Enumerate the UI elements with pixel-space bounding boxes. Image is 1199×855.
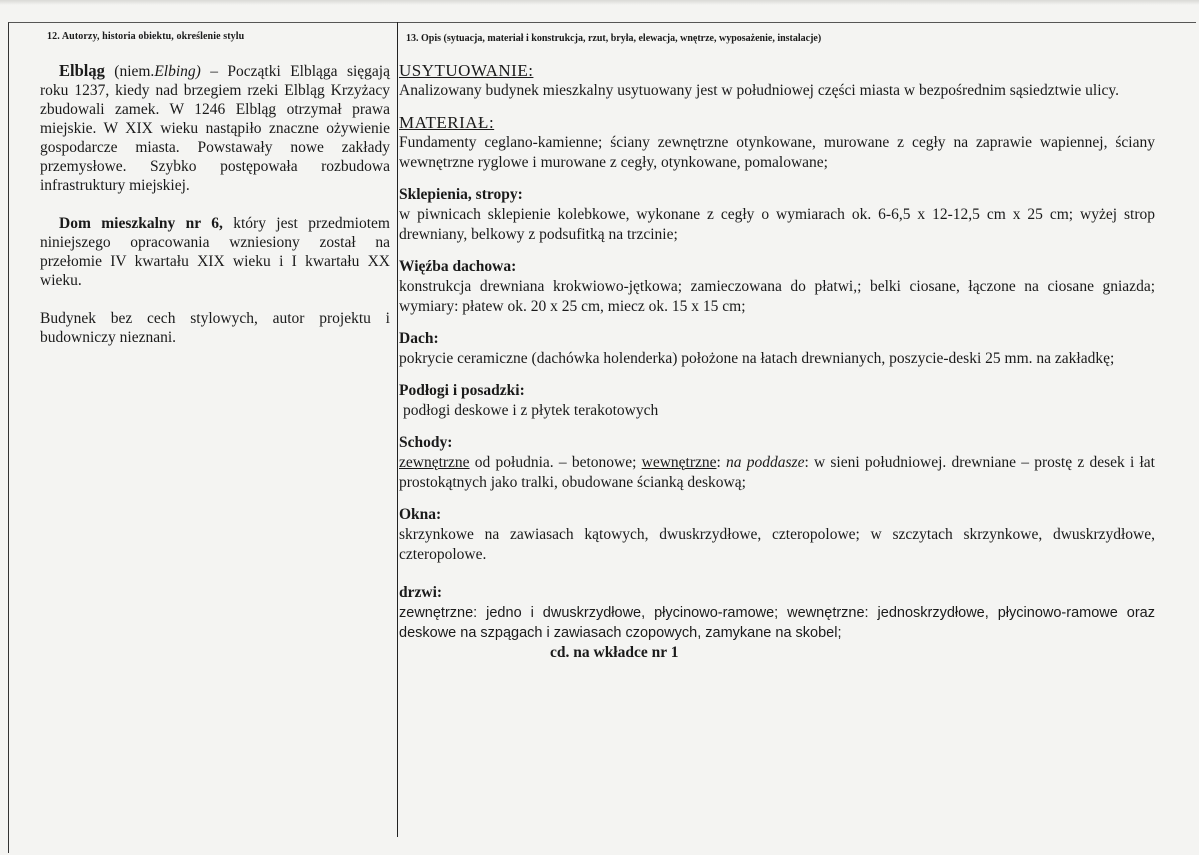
section-schody [399, 433, 1155, 493]
elblag-german-name: Elbing) [154, 63, 201, 80]
schody-poddasze: na poddasze [726, 454, 805, 471]
podlogi-title: Podłogi i posadzki: [399, 382, 525, 399]
drzwi-title: drzwi: [399, 584, 443, 601]
schody-rest: : w sieni południowej. drewniane – prostę z desek i łat prostokątnych jako tralki, obudowane ścianką deskową; [399, 454, 1155, 491]
section-wiezba [399, 257, 1155, 317]
house-number-label: Dom mieszkalny nr 6, [59, 215, 223, 232]
dach-body: pokrycie ceramiczne (dachówka holenderka) położone na łatach drewnianych, poszycie-deski 25 mm. na zakładkę; [399, 350, 1115, 367]
history-paragraph-style: Budynek bez cech stylowych, autor projektu i budowniczy nieznani. [40, 310, 390, 346]
wiezba-title: Więźba dachowa: [399, 258, 517, 275]
section-sklepienia [399, 185, 1155, 245]
section-dach [399, 329, 1155, 369]
section-drzwi [399, 583, 1155, 663]
okna-body: skrzynkowe na zawiasach kątowych, dwuskrzydłowe, czteropolowe; w szczytach skrzynkowe, dwuskrzydłowe, czteropolowe. [399, 526, 1155, 563]
sklepienia-title: Sklepienia, stropy: [399, 186, 523, 203]
elblag-name: Elbląg [59, 61, 105, 80]
material-title: MATERIAŁ: [399, 113, 495, 132]
elblag-history-text: – Początki Elbląga sięgają roku 1237, kiedy nad brzegiem rzeki Elbląg Krzyżacy zbudowali zamek. W 1246 Elbląg otrzymał prawa miejskie. W XIX wieku nastąpiło znaczne ożywienie gospodarcze miasta. Powstawały nowe zakłady przemysłowe. Szybko postępowała rozbudowa infrastruktury miejskiej. [40, 63, 390, 194]
description-column [399, 61, 1155, 675]
history-paragraph-elblag [40, 61, 390, 195]
elblag-paren: (niem. [104, 63, 155, 80]
schody-colon: : [716, 454, 727, 471]
continued-note: cd. na wkładce nr 1 [550, 644, 679, 661]
schody-body [399, 453, 1155, 493]
schody-title: Schody: [399, 434, 453, 451]
drzwi-body: zewnętrzne: jedno i dwuskrzydłowe, płycinowo-ramowe; wewnętrzne: jednoskrzydłowe, płycinowo-ramowe oraz deskowe na szpągach i zawiasach czopowych, zamykane na skobel; [399, 605, 1155, 641]
section-usytuowanie [399, 61, 1155, 101]
sklepienia-body: w piwnicach sklepienie kolebkowe, wykonane z cegły o wymiarach ok. 6-6,5 x 12-12,5 cm x 25 cm; wyżej strop drewniany, belkowy z podsufitką na trzcinie; [399, 206, 1155, 243]
section-okna [399, 505, 1155, 565]
schody-zewnetrzne-text: od południa. – betonowe; [469, 454, 642, 471]
column-divider [397, 22, 398, 837]
wiezba-body: konstrukcja drewniana krokwiowo-jętkowa; zamieczowana do płatwi,; belki ciosane, łączone na ciosane gniazda; wymiary: płatew ok. 20 x 25 cm, miecz ok. 15 x 15 cm; [399, 278, 1155, 315]
schody-zewnetrzne-label: zewnętrzne [399, 454, 470, 471]
history-column [40, 61, 390, 366]
podlogi-body: podłogi deskowe i z płytek terakotowych [403, 402, 659, 419]
dach-title: Dach: [399, 330, 439, 347]
usytuowanie-title: USYTUOWANIE: [399, 61, 534, 80]
house-dating-text: który jest przedmiotem niniejszego opracowania wzniesiony został na przełomie IV kwartału XIX wieku i I kwartału XX wieku. [40, 215, 390, 289]
material-body: Fundamenty ceglano-kamienne; ściany zewnętrzne otynkowane, murowane z cegły na zaprawie wapiennej, ściany wewnętrzne ryglowe i murowane z cegły, otynkowane, pomalowane; [399, 134, 1155, 171]
okna-title: Okna: [399, 506, 442, 523]
history-paragraph-house [40, 214, 390, 290]
scan-top-edge [0, 0, 1199, 5]
usytuowanie-body: Analizowany budynek mieszkalny usytuowany jest w południowej części miasta w bezpośrednim sąsiedztwie ulicy. [399, 82, 1119, 99]
section-podlogi [399, 381, 1155, 421]
section-material [399, 113, 1155, 173]
section-12-header: 12. Autorzy, historia obiektu, określenie stylu [47, 31, 245, 42]
schody-wewnetrzne-label: wewnętrzne [641, 454, 717, 471]
section-13-header: 13. Opis (sytuacja, materiał i konstrukcja, rzut, bryła, elewacja, wnętrze, wyposażenie, instalacje) [406, 33, 822, 44]
